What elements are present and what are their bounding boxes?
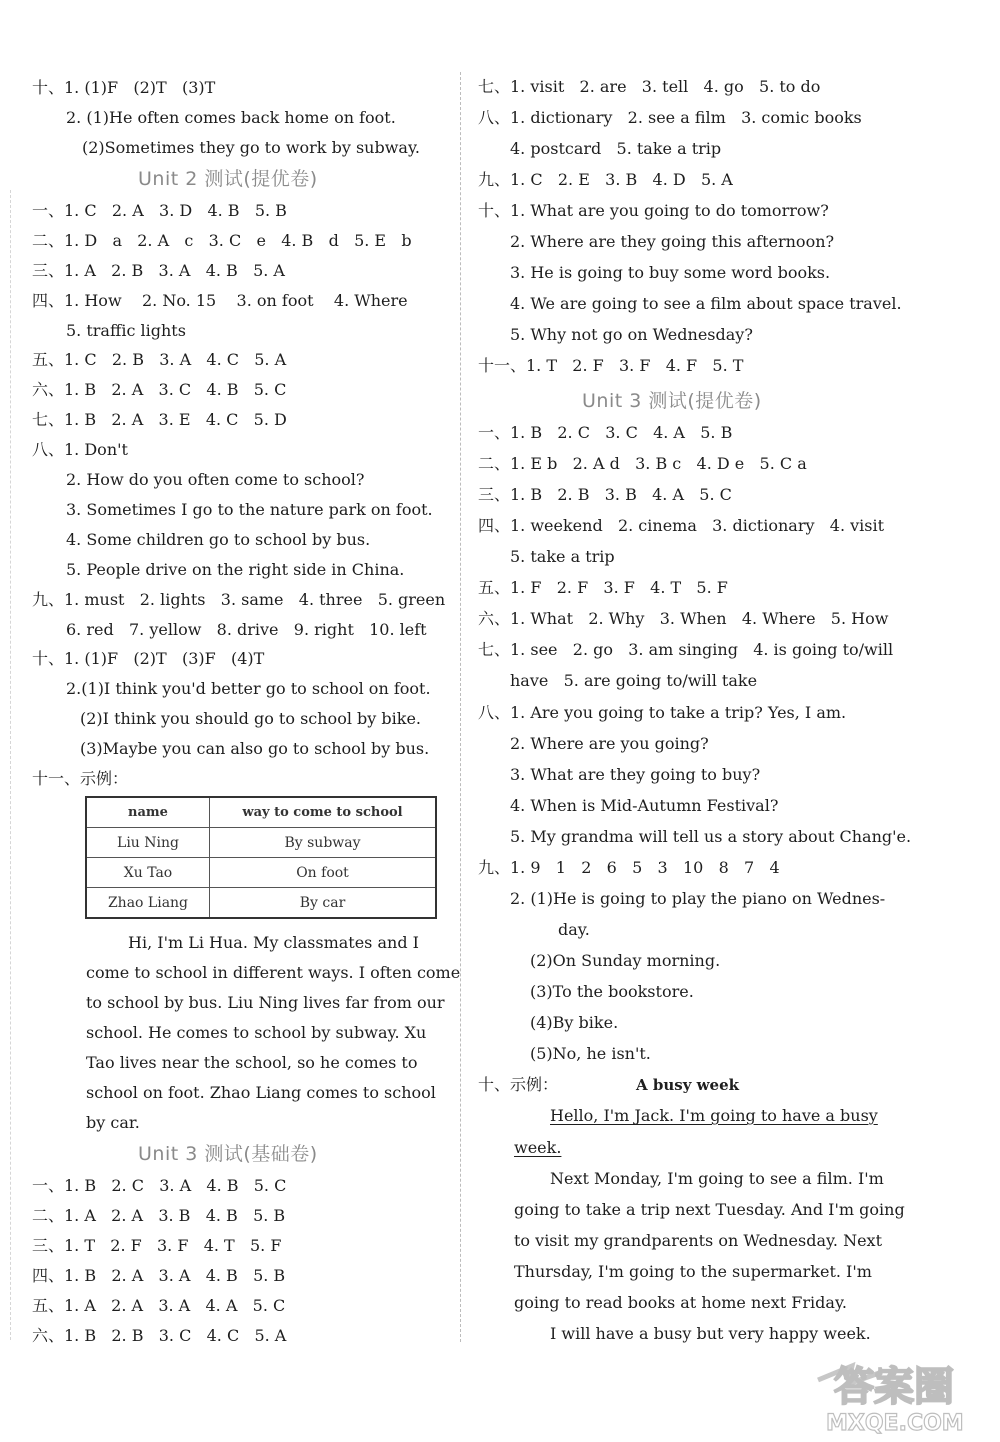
right-answer-line: 3. He is going to buy some word books. <box>510 263 831 282</box>
left-answer-line: 6. red 7. yellow 8. drive 9. right 10. left <box>66 620 427 639</box>
right-answer-line: 八、1. Are you going to take a trip? Yes, I am. <box>478 703 847 722</box>
table-header-row <box>86 797 436 828</box>
right-answer-line: 十一、1. T 2. F 3. F 4. F 5. T <box>478 356 744 375</box>
right-answer-line: going to read books at home next Friday. <box>514 1293 847 1312</box>
right-answer-line: going to take a trip next Tuesday. And I'm going <box>514 1200 905 1219</box>
left-answer-line: 十一、示例： <box>32 769 129 788</box>
left-margin-rule <box>10 190 11 1340</box>
left-answer-line: 4. Some children go to school by bus. <box>66 530 371 549</box>
table-header-way: way to come to school <box>210 797 437 828</box>
left-answer-line: 五、1. A 2. A 3. A 4. A 5. C <box>32 1296 286 1315</box>
right-answer-line: 七、1. see 2. go 3. am singing 4. is going to/will <box>478 640 894 659</box>
table-row <box>86 858 436 888</box>
right-answer-line: day. <box>558 920 590 939</box>
left-answer-line: (2)I think you should go to school by bike. <box>80 709 421 728</box>
left-answer-line: 一、1. B 2. C 3. A 4. B 5. C <box>32 1176 287 1195</box>
right-answer-line: 2. Where are you going? <box>510 734 709 753</box>
left-answer-line: to school by bus. Liu Ning lives far from our <box>86 993 445 1012</box>
right-answer-line: 二、1. E b 2. A d 3. B c 4. D e 5. C a <box>478 454 807 473</box>
right-answer-line: 九、1. C 2. E 3. B 4. D 5. A <box>478 170 733 189</box>
left-answer-line: 六、1. B 2. B 3. C 4. C 5. A <box>32 1326 287 1345</box>
right-answer-line: 5. Why not go on Wednesday? <box>510 325 753 344</box>
table-cell-way: By subway <box>210 828 437 858</box>
table-row <box>86 828 436 858</box>
left-answer-line: 2. How do you often come to school? <box>66 470 365 489</box>
left-answer-line: 四、1. B 2. A 3. A 4. B 5. B <box>32 1266 286 1285</box>
left-answer-line: 七、1. B 2. A 3. E 4. C 5. D <box>32 410 287 429</box>
right-answer-line: I will have a busy but very happy week. <box>550 1324 871 1343</box>
right-answer-line: 七、1. visit 2. are 3. tell 4. go 5. to do <box>478 77 821 96</box>
right-answer-line: 六、1. What 2. Why 3. When 4. Where 5. How <box>478 609 889 628</box>
right-answer-line: 4. When is Mid-Autumn Festival? <box>510 796 779 815</box>
watermark-logo-text: 答案圈 <box>834 1364 954 1410</box>
right-answer-line: 一、1. B 2. C 3. C 4. A 5. B <box>478 423 733 442</box>
left-answer-line: come to school in different ways. I often come <box>86 963 461 982</box>
left-answer-line: school. He comes to school by subway. Xu <box>86 1023 427 1042</box>
left-answer-line: 八、1. Don't <box>32 440 128 459</box>
unit-test-title: Unit 3 测试(提优卷) <box>582 390 762 412</box>
table-row <box>86 888 436 919</box>
right-answer-line: 八、1. dictionary 2. see a film 3. comic books <box>478 108 862 127</box>
right-answer-line: 2. Where are they going this afternoon? <box>510 232 835 251</box>
table-cell-name: Liu Ning <box>86 828 210 858</box>
right-answer-line: 4. We are going to see a film about space travel. <box>510 294 902 313</box>
essay-heading: A busy week <box>636 1076 740 1094</box>
watermark-site-text: MXQE.COM <box>826 1411 964 1436</box>
table-cell-name: Xu Tao <box>86 858 210 888</box>
left-answer-line: Hi, I'm Li Hua. My classmates and I <box>128 933 419 952</box>
right-answer-line: 十、示例： <box>478 1075 559 1094</box>
right-answer-line: (4)By bike. <box>530 1013 619 1032</box>
right-answer-line: (5)No, he isn't. <box>530 1044 651 1063</box>
right-answer-line: to visit my grandparents on Wednesday. Next <box>514 1231 882 1250</box>
left-answer-line: 十、1. (1)F (2)T (3)T <box>32 78 216 97</box>
unit-test-title: Unit 3 测试(基础卷) <box>138 1143 318 1165</box>
left-answer-line: (2)Sometimes they go to work by subway. <box>82 138 420 157</box>
table-header-name: name <box>86 797 210 828</box>
left-answer-line: 二、1. A 2. A 3. B 4. B 5. B <box>32 1206 286 1225</box>
right-answer-line: 3. What are they going to buy? <box>510 765 761 784</box>
left-answer-line: 六、1. B 2. A 3. C 4. B 5. C <box>32 380 287 399</box>
column-divider <box>460 72 461 1342</box>
table-cell-way: By car <box>210 888 437 919</box>
right-answer-line: have 5. are going to/will take <box>510 671 758 690</box>
right-answer-line: 十、1. What are you going to do tomorrow? <box>478 201 829 220</box>
unit-test-title: Unit 2 测试(提优卷) <box>138 168 318 190</box>
left-answer-line: 5. traffic lights <box>66 321 186 340</box>
left-answer-line: 三、1. T 2. F 3. F 4. T 5. F <box>32 1236 282 1255</box>
right-answer-line: 五、1. F 2. F 3. F 4. T 5. F <box>478 578 728 597</box>
way-to-school-table <box>85 796 437 919</box>
right-answer-line: 2. (1)He is going to play the piano on Wednes- <box>510 889 886 908</box>
left-answer-line: 四、1. How 2. No. 15 3. on foot 4. Where <box>32 291 408 310</box>
right-answer-line: Next Monday, I'm going to see a film. I'm <box>550 1169 884 1188</box>
left-answer-line: 3. Sometimes I go to the nature park on foot. <box>66 500 433 519</box>
left-answer-line: 十、1. (1)F (2)T (3)F (4)T <box>32 649 265 668</box>
watermark-logo <box>812 1350 994 1438</box>
left-answer-line: 5. People drive on the right side in China. <box>66 560 405 579</box>
essay-intro-line-2: week. <box>514 1138 562 1157</box>
right-answer-line: 九、1. 9 1 2 6 5 3 10 8 7 4 <box>478 858 780 877</box>
right-answer-line: (2)On Sunday morning. <box>530 951 721 970</box>
left-answer-line: school on foot. Zhao Liang comes to school <box>86 1083 436 1102</box>
left-answer-line: 2. (1)He often comes back home on foot. <box>66 108 396 127</box>
right-answer-line: 4. postcard 5. take a trip <box>510 139 722 158</box>
left-answer-line: 五、1. C 2. B 3. A 4. C 5. A <box>32 350 287 369</box>
left-answer-line: 二、1. D a 2. A c 3. C e 4. B d 5. E b <box>32 231 412 250</box>
left-answer-line: 九、1. must 2. lights 3. same 4. three 5. green <box>32 590 446 609</box>
left-answer-line: (3)Maybe you can also go to school by bus. <box>80 739 430 758</box>
right-answer-line: 四、1. weekend 2. cinema 3. dictionary 4. visit <box>478 516 885 535</box>
left-answer-line: 一、1. C 2. A 3. D 4. B 5. B <box>32 201 287 220</box>
left-answer-line: by car. <box>86 1113 140 1132</box>
table-cell-way: On foot <box>210 858 437 888</box>
essay-intro-line-1: Hello, I'm Jack. I'm going to have a busy <box>550 1106 878 1125</box>
table-cell-name: Zhao Liang <box>86 888 210 919</box>
right-answer-line: Thursday, I'm going to the supermarket. I'm <box>514 1262 872 1281</box>
left-answer-line: Tao lives near the school, so he comes to <box>86 1053 418 1072</box>
left-answer-line: 2.(1)I think you'd better go to school on foot. <box>66 679 431 698</box>
right-answer-line: 5. My grandma will tell us a story about Chang'e. <box>510 827 912 846</box>
right-answer-line: 5. take a trip <box>510 547 615 566</box>
right-answer-line: (3)To the bookstore. <box>530 982 694 1001</box>
right-answer-line: 三、1. B 2. B 3. B 4. A 5. C <box>478 485 732 504</box>
left-answer-line: 三、1. A 2. B 3. A 4. B 5. A <box>32 261 285 280</box>
